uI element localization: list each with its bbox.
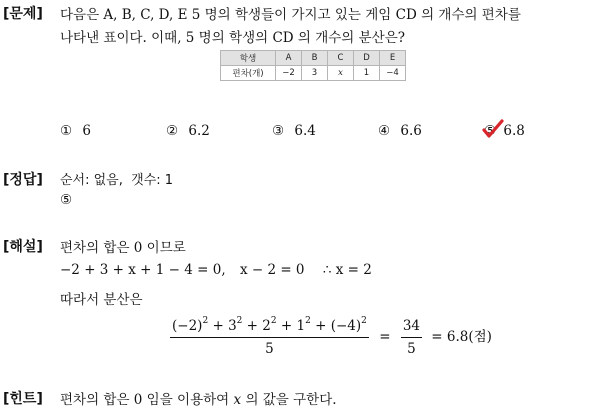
equation-part-2: x − 2 = 0 <box>239 262 305 278</box>
answer-summary: 순서: 없음, 갯수: 1 <box>60 173 174 188</box>
choice-marker: ④ <box>378 123 391 139</box>
hint-variable: x <box>233 392 242 408</box>
table-cell: −4 <box>380 66 406 81</box>
problem-tag: [문제] <box>3 6 43 22</box>
choice-marker: ① <box>60 123 73 139</box>
answer-choice: ⑤ <box>60 192 73 208</box>
table-header-cell: E <box>380 51 406 66</box>
table-header-cell: 학생 <box>221 51 276 66</box>
deviation-table-value-row <box>221 66 406 81</box>
table-cell: 3 <box>302 66 328 81</box>
choice-4[interactable] <box>378 123 422 139</box>
equation-part-3: ∴ x = 2 <box>322 262 372 278</box>
equals-sign: = <box>379 329 391 345</box>
choice-value: 6.6 <box>400 123 422 139</box>
choice-value: 6.4 <box>294 123 316 139</box>
hint-tag: [힌트] <box>3 391 43 407</box>
variance-formula <box>170 318 492 357</box>
check-mark-icon <box>482 119 504 139</box>
table-header-cell: B <box>302 51 328 66</box>
choice-marker: ② <box>166 123 179 139</box>
variance-fraction <box>170 318 369 357</box>
choice-marker: ⑤ <box>484 123 497 139</box>
fraction-denominator: 5 <box>407 341 416 357</box>
choice-marker-selected <box>484 123 500 139</box>
equation-part-1: −2 + 3 + x + 1 − 4 = 0, <box>60 262 226 278</box>
explanation-line-3: 따라서 분산은 <box>60 292 143 308</box>
table-cell: −2 <box>276 66 302 81</box>
hint-text: 편차의 합은 0 임을 이용하여 x 의 값을 구한다. <box>60 392 337 408</box>
variance-result: = 6.8(점) <box>431 329 492 345</box>
choice-value: 6.2 <box>188 123 210 139</box>
answer-tag: [정답] <box>3 172 43 188</box>
fraction-numerator: 34 <box>401 318 422 338</box>
table-header-cell: C <box>328 51 354 66</box>
problem-text-line-1: 다음은 A, B, C, D, E 5 명의 학생들이 가지고 있는 게임 CD 의 개수의 편차를 <box>60 7 521 23</box>
result-fraction <box>401 318 422 357</box>
choice-marker: ③ <box>272 123 285 139</box>
deviation-table <box>220 50 406 81</box>
fraction-numerator: $(-2)^2 + 3^2 + 2^2 + 1^2 + (-4)^2$ <box>170 318 369 338</box>
choice-5[interactable] <box>484 123 525 139</box>
problem-text-line-2: 나타낸 표이다. 이때, 5 명의 학생의 CD 의 개수의 분산은? <box>60 30 406 46</box>
choice-2[interactable] <box>166 123 210 139</box>
table-cell: x <box>328 66 354 81</box>
choice-value: 6.8 <box>503 123 525 139</box>
table-row-label: 편차(개) <box>221 66 276 81</box>
explanation-tag: [해설] <box>3 239 43 255</box>
choice-3[interactable] <box>272 123 316 139</box>
fraction-denominator: 5 <box>265 341 274 357</box>
explanation-line-1: 편차의 합은 0 이므로 <box>60 240 186 256</box>
table-header-cell: A <box>276 51 302 66</box>
deviation-table-header-row <box>221 51 406 66</box>
table-header-cell: D <box>354 51 380 66</box>
table-cell: 1 <box>354 66 380 81</box>
choice-value: 6 <box>82 123 91 139</box>
choice-1[interactable] <box>60 123 91 139</box>
explanation-equation <box>60 262 372 278</box>
